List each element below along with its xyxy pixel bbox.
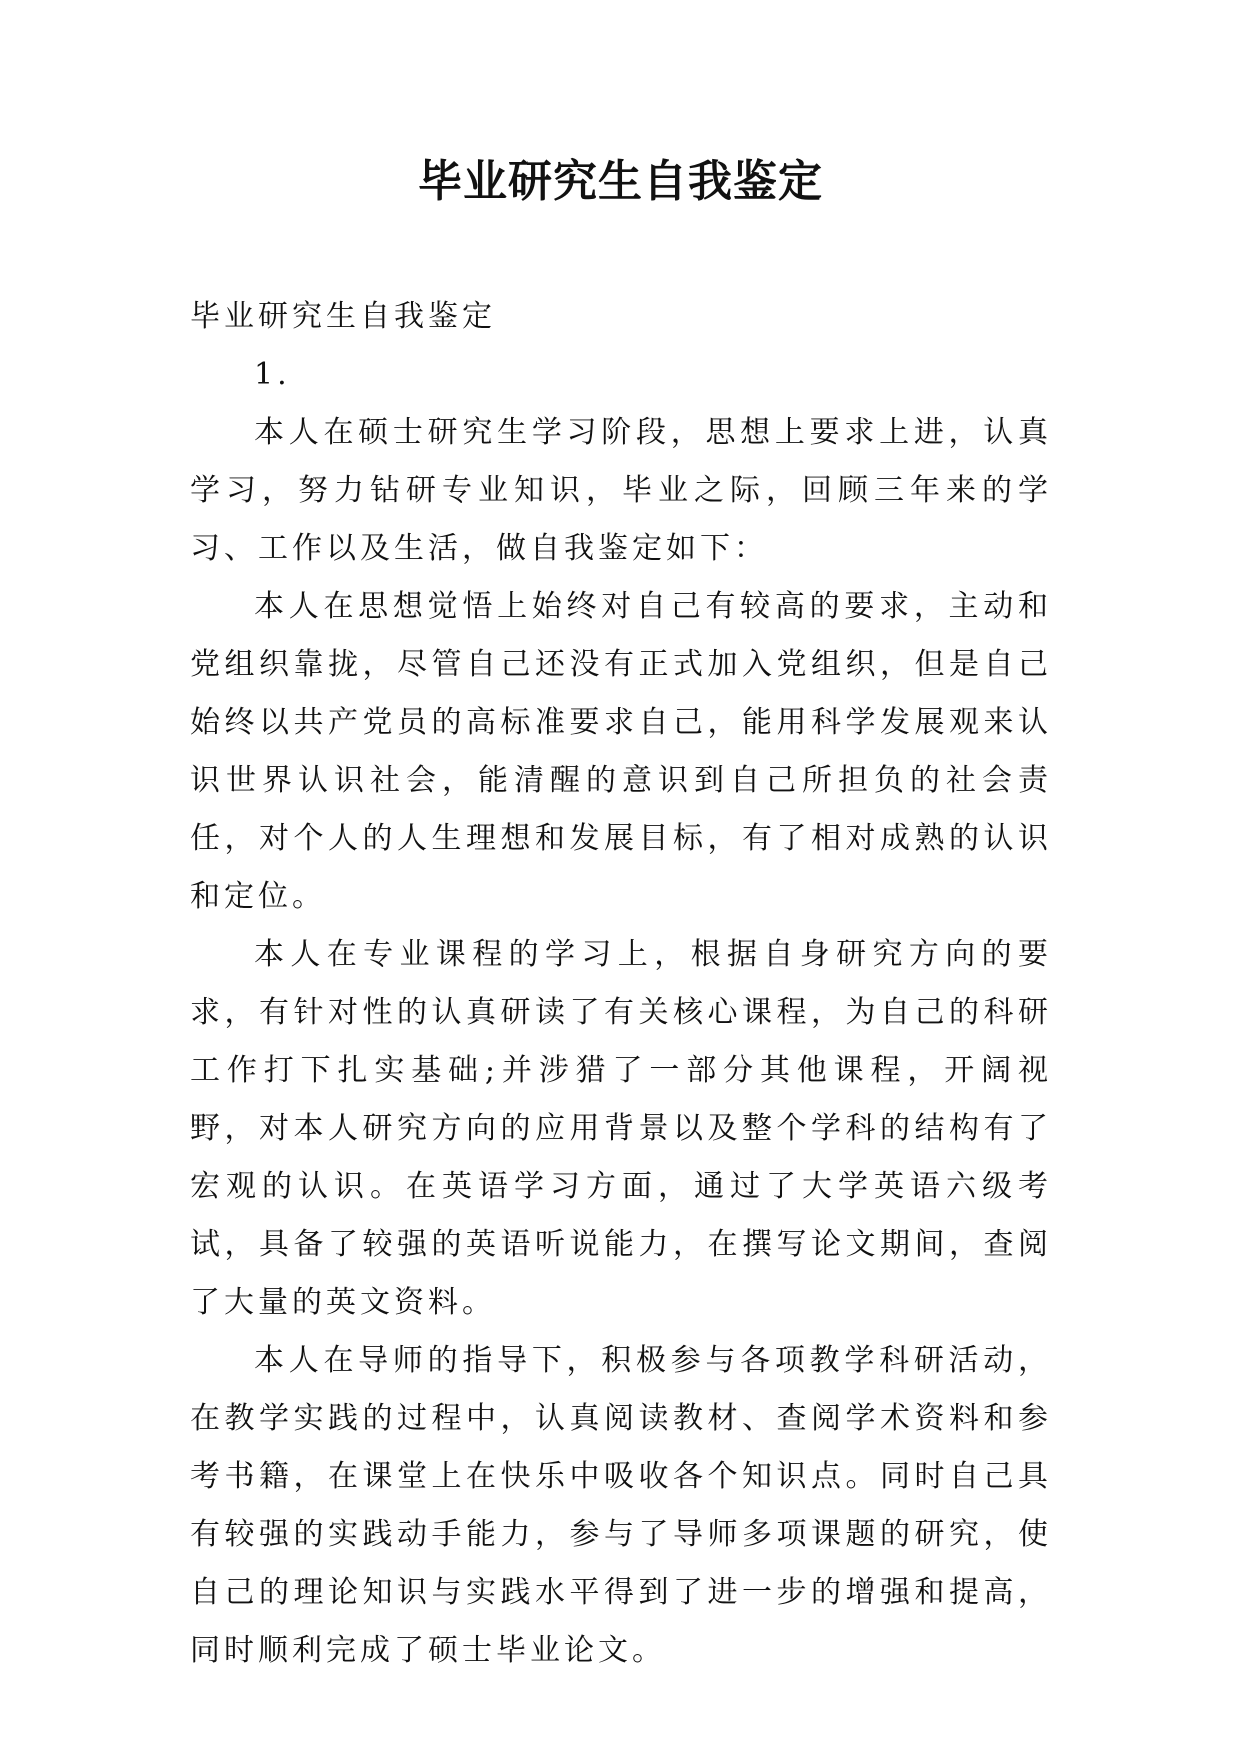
paragraph-coursework: 本人在专业课程的学习上，根据自身研究方向的要求，有针对性的认真研读了有关核心课程，为自己的科研工作打下扎实基础;并涉猎了一部分其他课程，开阔视野，对本人研究方向的应用背景以及整个学科的结构有了宏观的认识。在英语学习方面，通过了大学英语六级考试，具备了较强的英语听说能力，在撰写论文期间，查阅了大量的英文资料。 — [190, 937, 1052, 1320]
paragraph-intro: 本人在硕士研究生学习阶段，思想上要求上进，认真学习，努力钻研专业知识，毕业之际，回顾三年来的学习、工作以及生活，做自我鉴定如下： — [190, 415, 1052, 566]
document-body — [190, 288, 1052, 1680]
paragraph-ideology: 本人在思想觉悟上始终对自己有较高的要求，主动和党组织靠拢，尽管自己还没有正式加入党组织，但是自己始终以共产党员的高标准要求自己，能用科学发展观来认识世界认识社会，能清醒的意识到自己所担负的社会责任，对个人的人生理想和发展目标，有了相对成熟的认识和定位。 — [190, 589, 1052, 914]
paragraph-research: 本人在导师的指导下，积极参与各项教学科研活动，在教学实践的过程中，认真阅读教材、查阅学术资料和参考书籍，在课堂上在快乐中吸收各个知识点。同时自己具有较强的实践动手能力，参与了导师多项课题的研究，使自己的理论知识与实践水平得到了进一步的增强和提高，同时顺利完成了硕士毕业论文。 — [190, 1343, 1052, 1668]
document-subtitle: 毕业研究生自我鉴定 — [190, 299, 496, 334]
section-number: 1. — [254, 357, 291, 392]
document-title: 毕业研究生自我鉴定 — [418, 156, 823, 207]
